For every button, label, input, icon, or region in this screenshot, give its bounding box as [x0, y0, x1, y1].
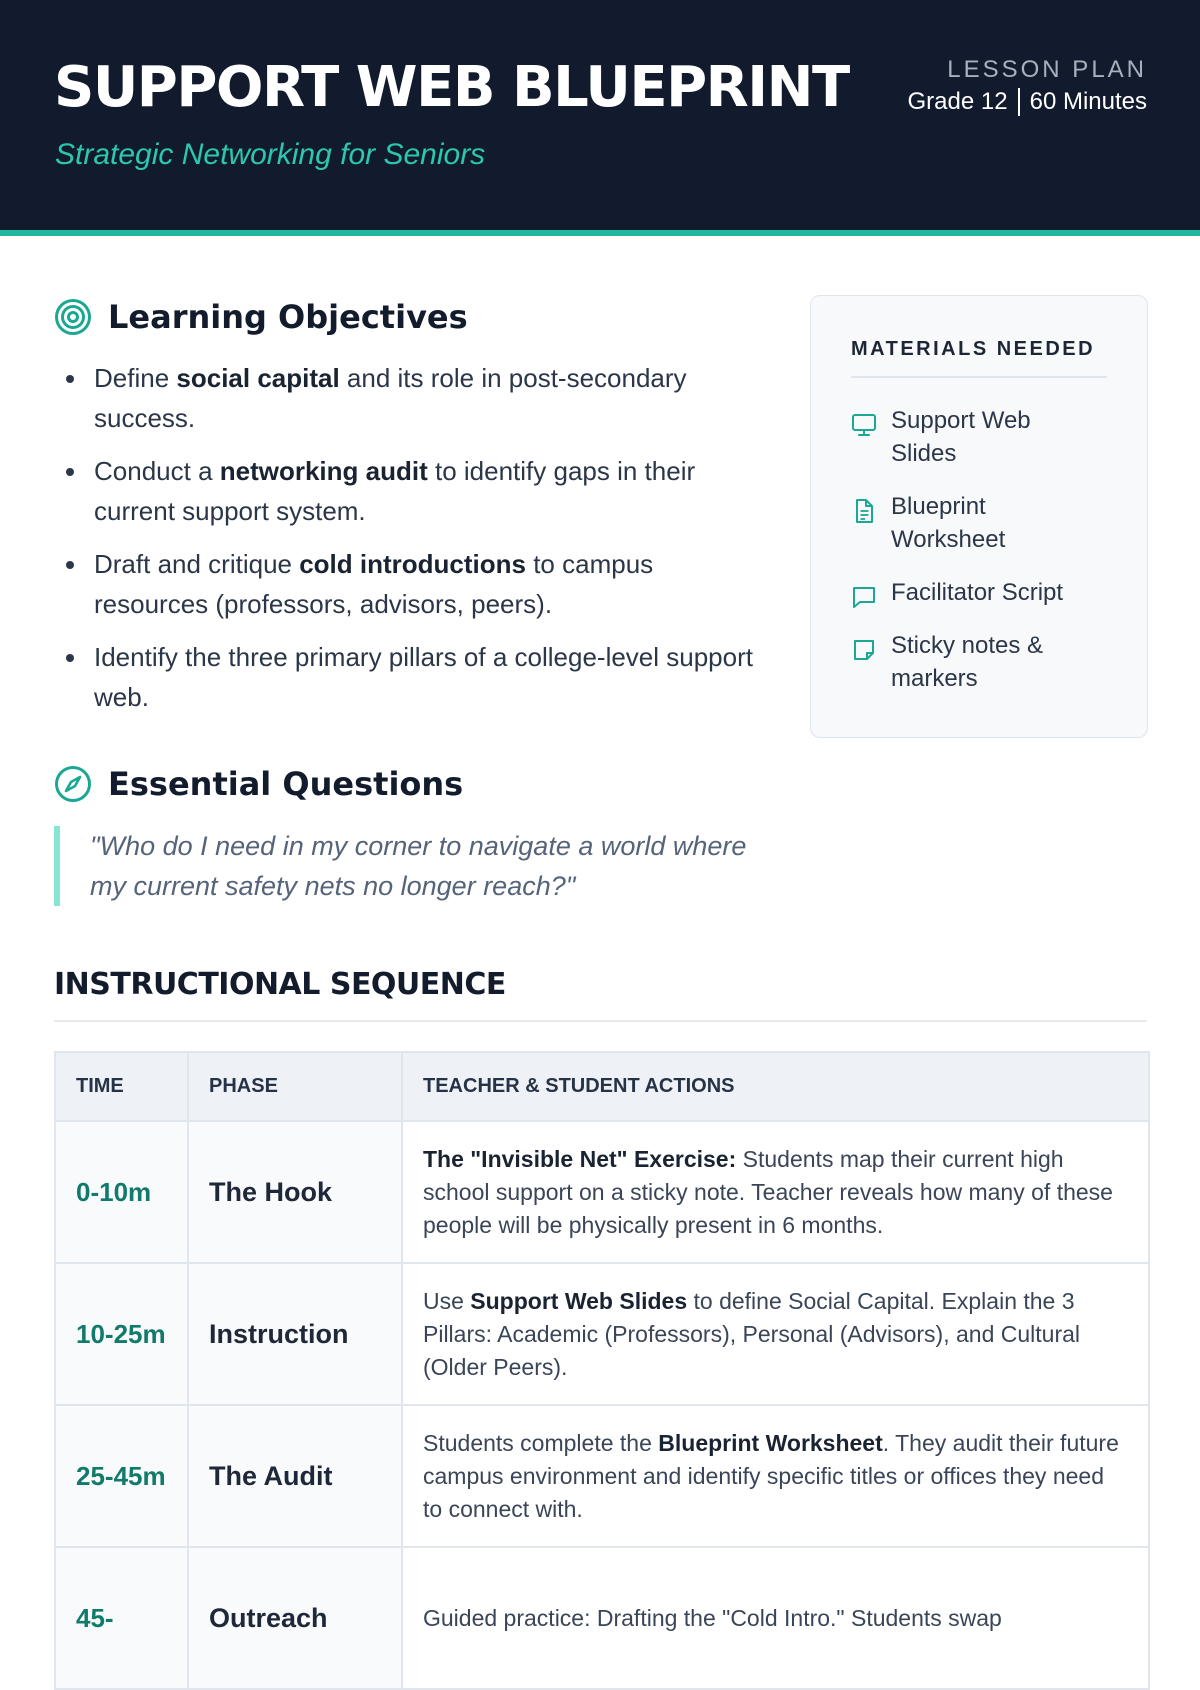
- page-subtitle: Strategic Networking for Seniors: [55, 138, 486, 171]
- divider: [54, 1020, 1147, 1022]
- objectives-list: [60, 358, 760, 730]
- time-cell: 45-: [55, 1547, 188, 1689]
- actions-cell: Students complete the Blueprint Worksheet. They audit their future campus environment and identify specific titles or offices they need to connect with.: [402, 1405, 1149, 1547]
- time-cell: 25-45m: [55, 1405, 188, 1547]
- page-title: SUPPORT WEB BLUEPRINT: [54, 55, 849, 120]
- target-icon: [54, 298, 92, 336]
- chat-bubble-icon: [851, 584, 877, 610]
- table-row: [55, 1405, 1149, 1547]
- list-item: Define social capital and its role in post-secondary success.: [60, 358, 760, 438]
- duration-label: 60 Minutes: [1029, 88, 1147, 115]
- divider: [1018, 88, 1020, 116]
- phase-cell: The Audit: [188, 1405, 402, 1547]
- material-label: Facilitator Script: [891, 579, 1064, 606]
- material-item: [851, 490, 1041, 556]
- questions-heading: [54, 765, 463, 803]
- actions-cell: Use Support Web Slides to define Social Capital. Explain the 3 Pillars: Academic (Professors), Personal (Advisors), and Cultural (Older Peers).: [402, 1263, 1149, 1405]
- objectives-title: Learning Objectives: [108, 298, 468, 336]
- material-item: [851, 404, 1061, 470]
- material-item: [851, 629, 1061, 695]
- actions-cell: The "Invisible Net" Exercise: Students map their current high school support on a sticky note. Teacher reveals how many of these people will be physically present in 6 months.: [402, 1121, 1149, 1263]
- column-header: PHASE: [188, 1052, 402, 1121]
- table-row: [55, 1263, 1149, 1405]
- column-header: TEACHER & STUDENT ACTIONS: [402, 1052, 1149, 1121]
- divider: [851, 376, 1107, 378]
- phase-cell: The Hook: [188, 1121, 402, 1263]
- essential-question-quote: [54, 826, 754, 906]
- table-row: [55, 1121, 1149, 1263]
- grade-label: Grade 12: [907, 88, 1008, 115]
- phase-cell: Outreach: [188, 1547, 402, 1689]
- compass-icon: [54, 765, 92, 803]
- material-label: Support Web Slides: [891, 407, 1031, 467]
- actions-cell: Guided practice: Drafting the "Cold Intro." Students swap: [402, 1547, 1149, 1689]
- material-item: [851, 576, 1063, 610]
- grade-duration: [908, 88, 1147, 116]
- time-cell: 10-25m: [55, 1263, 188, 1405]
- column-header: TIME: [55, 1052, 188, 1121]
- table-row: [55, 1547, 1149, 1689]
- questions-title: Essential Questions: [108, 765, 464, 803]
- time-cell: 0-10m: [55, 1121, 188, 1263]
- lesson-plan-label: LESSON PLAN: [947, 56, 1147, 83]
- list-item: Identify the three primary pillars of a college-level support web.: [60, 637, 760, 717]
- sticky-note-icon: [851, 637, 877, 663]
- monitor-icon: [851, 412, 877, 438]
- table-header-row: [55, 1052, 1149, 1121]
- sequence-title: INSTRUCTIONAL SEQUENCE: [54, 967, 506, 1002]
- list-item: Conduct a networking audit to identify gaps in their current support system.: [60, 451, 760, 531]
- document-icon: [851, 498, 877, 524]
- objectives-heading: [54, 298, 468, 336]
- sequence-table: [54, 1051, 1150, 1690]
- materials-panel: [810, 295, 1148, 738]
- materials-title: MATERIALS NEEDED: [851, 338, 1096, 360]
- phase-cell: Instruction: [188, 1263, 402, 1405]
- material-label: Sticky notes & markers: [891, 632, 1044, 692]
- list-item: Draft and critique cold introductions to campus resources (professors, advisors, peers).: [60, 544, 760, 624]
- quote-text: "Who do I need in my corner to navigate a world where my current safety nets no longer reach?": [90, 831, 747, 901]
- page-header: [0, 0, 1200, 236]
- material-label: Blueprint Worksheet: [891, 493, 1006, 553]
